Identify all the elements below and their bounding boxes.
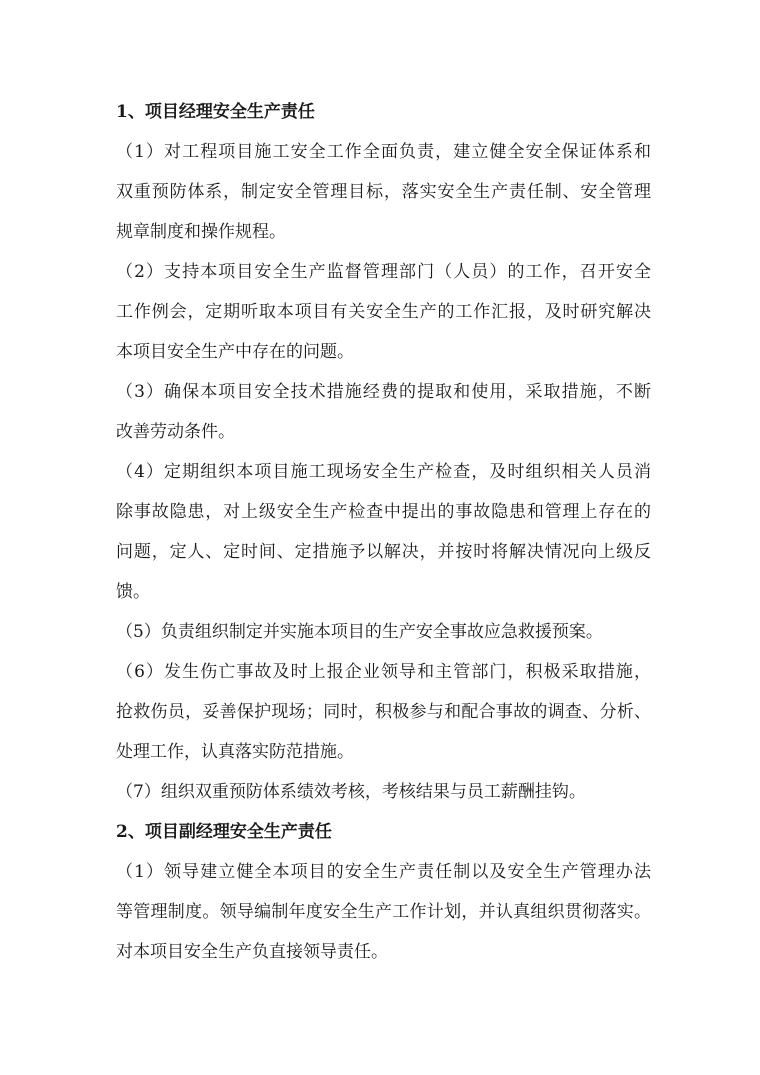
paragraph-line: 除事故隐患，对上级安全生产检查中提出的事故隐患和管理上存在的 xyxy=(116,502,651,522)
paragraph-line: （6）发生伤亡事故及时上报企业领导和主管部门，积极采取措施， xyxy=(116,662,651,682)
paragraph-line: 本项目安全生产中存在的问题。 xyxy=(116,342,354,362)
document-body xyxy=(116,92,651,972)
paragraph-line: 对本项目安全生产负直接领导责任。 xyxy=(116,942,388,962)
paragraph-1-5 xyxy=(116,612,651,652)
paragraph-line: 双重预防体系，制定安全管理目标，落实安全生产责任制、安全管理 xyxy=(116,182,651,202)
paragraph-1-3 xyxy=(116,372,651,452)
paragraph-line: 改善劳动条件。 xyxy=(116,422,235,442)
paragraph-1-2 xyxy=(116,252,651,372)
paragraph-line: （1）领导建立健全本项目的安全生产责任制以及安全生产管理办法 xyxy=(116,862,651,882)
paragraph-line: 问题，定人、定时间、定措施予以解决，并按时将解决情况向上级反 xyxy=(116,542,651,562)
paragraph-line: 抢救伤员，妥善保护现场；同时，积极参与和配合事故的调查、分析、 xyxy=(116,702,651,722)
paragraph-2-1 xyxy=(116,852,651,972)
paragraph-line: 馈。 xyxy=(116,582,150,602)
paragraph-1-6 xyxy=(116,652,651,772)
paragraph-line: （5）负责组织制定并实施本项目的生产安全事故应急救援预案。 xyxy=(116,622,603,642)
paragraph-1-7 xyxy=(116,772,651,812)
paragraph-line: 处理工作，认真落实防范措施。 xyxy=(116,742,354,762)
paragraph-line: 工作例会，定期听取本项目有关安全生产的工作汇报，及时研究解决 xyxy=(116,302,651,322)
paragraph-line: （3）确保本项目安全技术措施经费的提取和使用，采取措施，不断 xyxy=(116,382,651,402)
section-heading-2: 2、项目副经理安全生产责任 xyxy=(116,822,332,842)
paragraph-line: （1）对工程项目施工安全工作全面负责，建立健全安全保证体系和 xyxy=(116,142,651,162)
section-heading-1: 1、项目经理安全生产责任 xyxy=(116,102,315,122)
paragraph-line: 规章制度和操作规程。 xyxy=(116,222,286,242)
paragraph-line: （2）支持本项目安全生产监督管理部门（人员）的工作，召开安全 xyxy=(116,262,651,282)
paragraph-line: （4）定期组织本项目施工现场安全生产检查，及时组织相关人员消 xyxy=(116,462,651,482)
paragraph-1-1 xyxy=(116,132,651,252)
paragraph-1-4 xyxy=(116,452,651,612)
paragraph-line: （7）组织双重预防体系绩效考核，考核结果与员工薪酬挂钩。 xyxy=(116,782,586,802)
paragraph-line: 等管理制度。领导编制年度安全生产工作计划，并认真组织贯彻落实。 xyxy=(116,902,651,922)
